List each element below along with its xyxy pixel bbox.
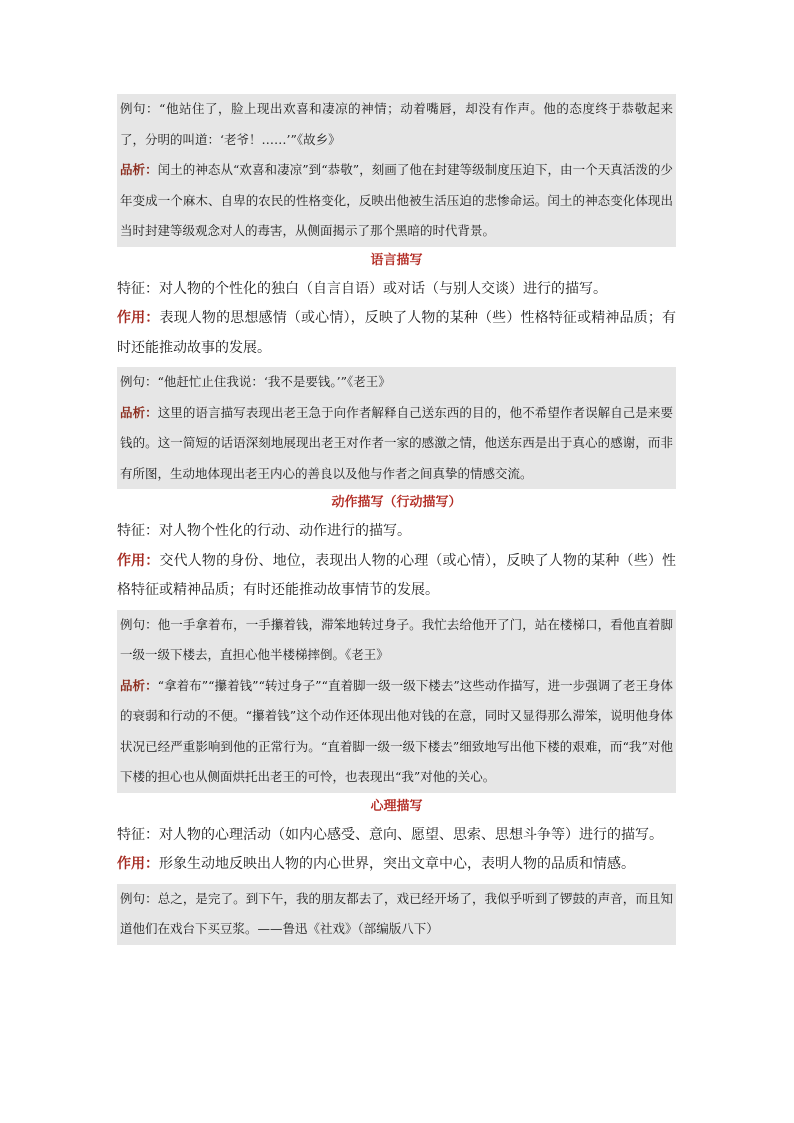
section-heading-action: 动作描写（行动描写） (331, 495, 462, 510)
example-text: “他站住了，脸上现出欢喜和凄凉的神情；动着嘴唇，却没有作声。他的态度终于恭敬起来了，分明的叫道：‘老爷！……’”《故乡》 (120, 101, 673, 147)
function-label: 作用： (117, 310, 160, 326)
feature-label: 特征： (117, 280, 159, 297)
function-text: 形象生动地反映出人物的内心世界，突出文章中心，表明人物的品质和情感。 (159, 856, 635, 872)
document-page (117, 94, 676, 945)
example-label: 例句： (120, 616, 158, 632)
analysis-paragraph (120, 155, 673, 247)
example-text: “他赶忙止住我说：‘我不是要钱。’”《老王》 (157, 374, 391, 389)
function-paragraph (117, 304, 676, 363)
example-box-expression (117, 94, 676, 247)
function-label: 作用： (117, 552, 160, 569)
analysis-text: 这里的语言描写表现出老王急于向作者解释自己送东西的目的，他不希望作者误解自己是来要钱的。这一简短的话语深刻地展现出老王对作者一家的感激之情，他送东西是出于真心的感谢，而非有所图，生动地体现出老王内心的善良以及他与作者之间真挚的情感交流。 (120, 404, 673, 481)
analysis-text: 闰土的神态从“欢喜和凄凉”到“恭敬”，刻画了他在封建等级制度压迫下，由一个天真活泼的少年变成一个麻木、自卑的农民的性格变化，反映出他被生活压迫的悲惨命运。闰土的神态变化体现出当时封建等级观念对人的毒害，从侧面揭示了那个黑暗的时代背景。 (120, 162, 673, 238)
example-label: 例句： (120, 101, 160, 116)
feature-label: 特征： (117, 523, 159, 539)
analysis-label: 品析： (120, 404, 158, 420)
function-paragraph (117, 547, 676, 606)
feature-text: 对人物个性化的行动、动作进行的描写。 (159, 523, 411, 539)
analysis-paragraph (120, 398, 673, 490)
feature-paragraph (117, 517, 676, 547)
function-paragraph (117, 850, 676, 880)
example-label: 例句： (120, 374, 158, 389)
section-heading-psychology: 心理描写 (370, 798, 423, 814)
function-text: 表现人物的思想感情（或心情），反映了人物的某种（些）性格特征或精神品质；有时还能推动故事的发展。 (117, 310, 677, 356)
analysis-paragraph (120, 671, 673, 793)
example-label: 例句： (120, 890, 158, 906)
section-heading-language: 语言描写 (370, 252, 423, 268)
feature-label: 特征： (117, 826, 159, 843)
feature-paragraph (117, 275, 676, 305)
feature-text: 对人物的心理活动（如内心感受、意向、愿望、思索、思想斗争等）进行的描写。 (159, 826, 663, 843)
example-text: 他一手拿着布，一手攥着钱，滞笨地转过身子。我忙去给他开了门，站在楼梯口，看他直着脚一级一级下楼去，直担心他半楼梯摔倒。《老王》 (120, 616, 673, 662)
analysis-label: 品析： (120, 162, 158, 177)
analysis-label: 品析： (120, 677, 158, 693)
analysis-text: “拿着布”“攥着钱”“转过身子”“直着脚一级一级下楼去”这些动作描写，进一步强调了老王身体的衰弱和行动的不便。“攥着钱”这个动作还体现出他对钱的在意，同时又显得那么滞笨，说明他身体状况已经严重影响到他的正常行为。“直着脚一级一级下楼去”细致地写出他下楼的艰难，而“我”对他下楼的担心也从侧面烘托出老王的可怜，也表现出“我”对他的关心。 (120, 677, 673, 784)
function-text: 交代人物的身份、地位，表现出人物的心理（或心情），反映了人物的某种（些）性格特征或精神品质；有时还能推动故事情节的发展。 (117, 552, 677, 598)
function-label: 作用： (117, 856, 159, 872)
example-box-psychology (117, 884, 676, 945)
example-paragraph (120, 610, 673, 671)
example-text: 总之，是完了。到下午，我的朋友都去了，戏已经开场了，我似乎听到了锣鼓的声音，而且知道他们在戏台下买豆浆。——鲁迅《社戏》（部编版八下） (120, 890, 673, 936)
feature-paragraph (117, 821, 676, 851)
example-paragraph (120, 367, 673, 398)
example-paragraph (120, 884, 673, 945)
feature-text: 对人物的个性化的独白（自言自语）或对话（与别人交谈）进行的描写。 (159, 280, 607, 297)
example-paragraph (120, 94, 673, 155)
example-box-action (117, 610, 676, 793)
example-box-language (117, 367, 676, 489)
